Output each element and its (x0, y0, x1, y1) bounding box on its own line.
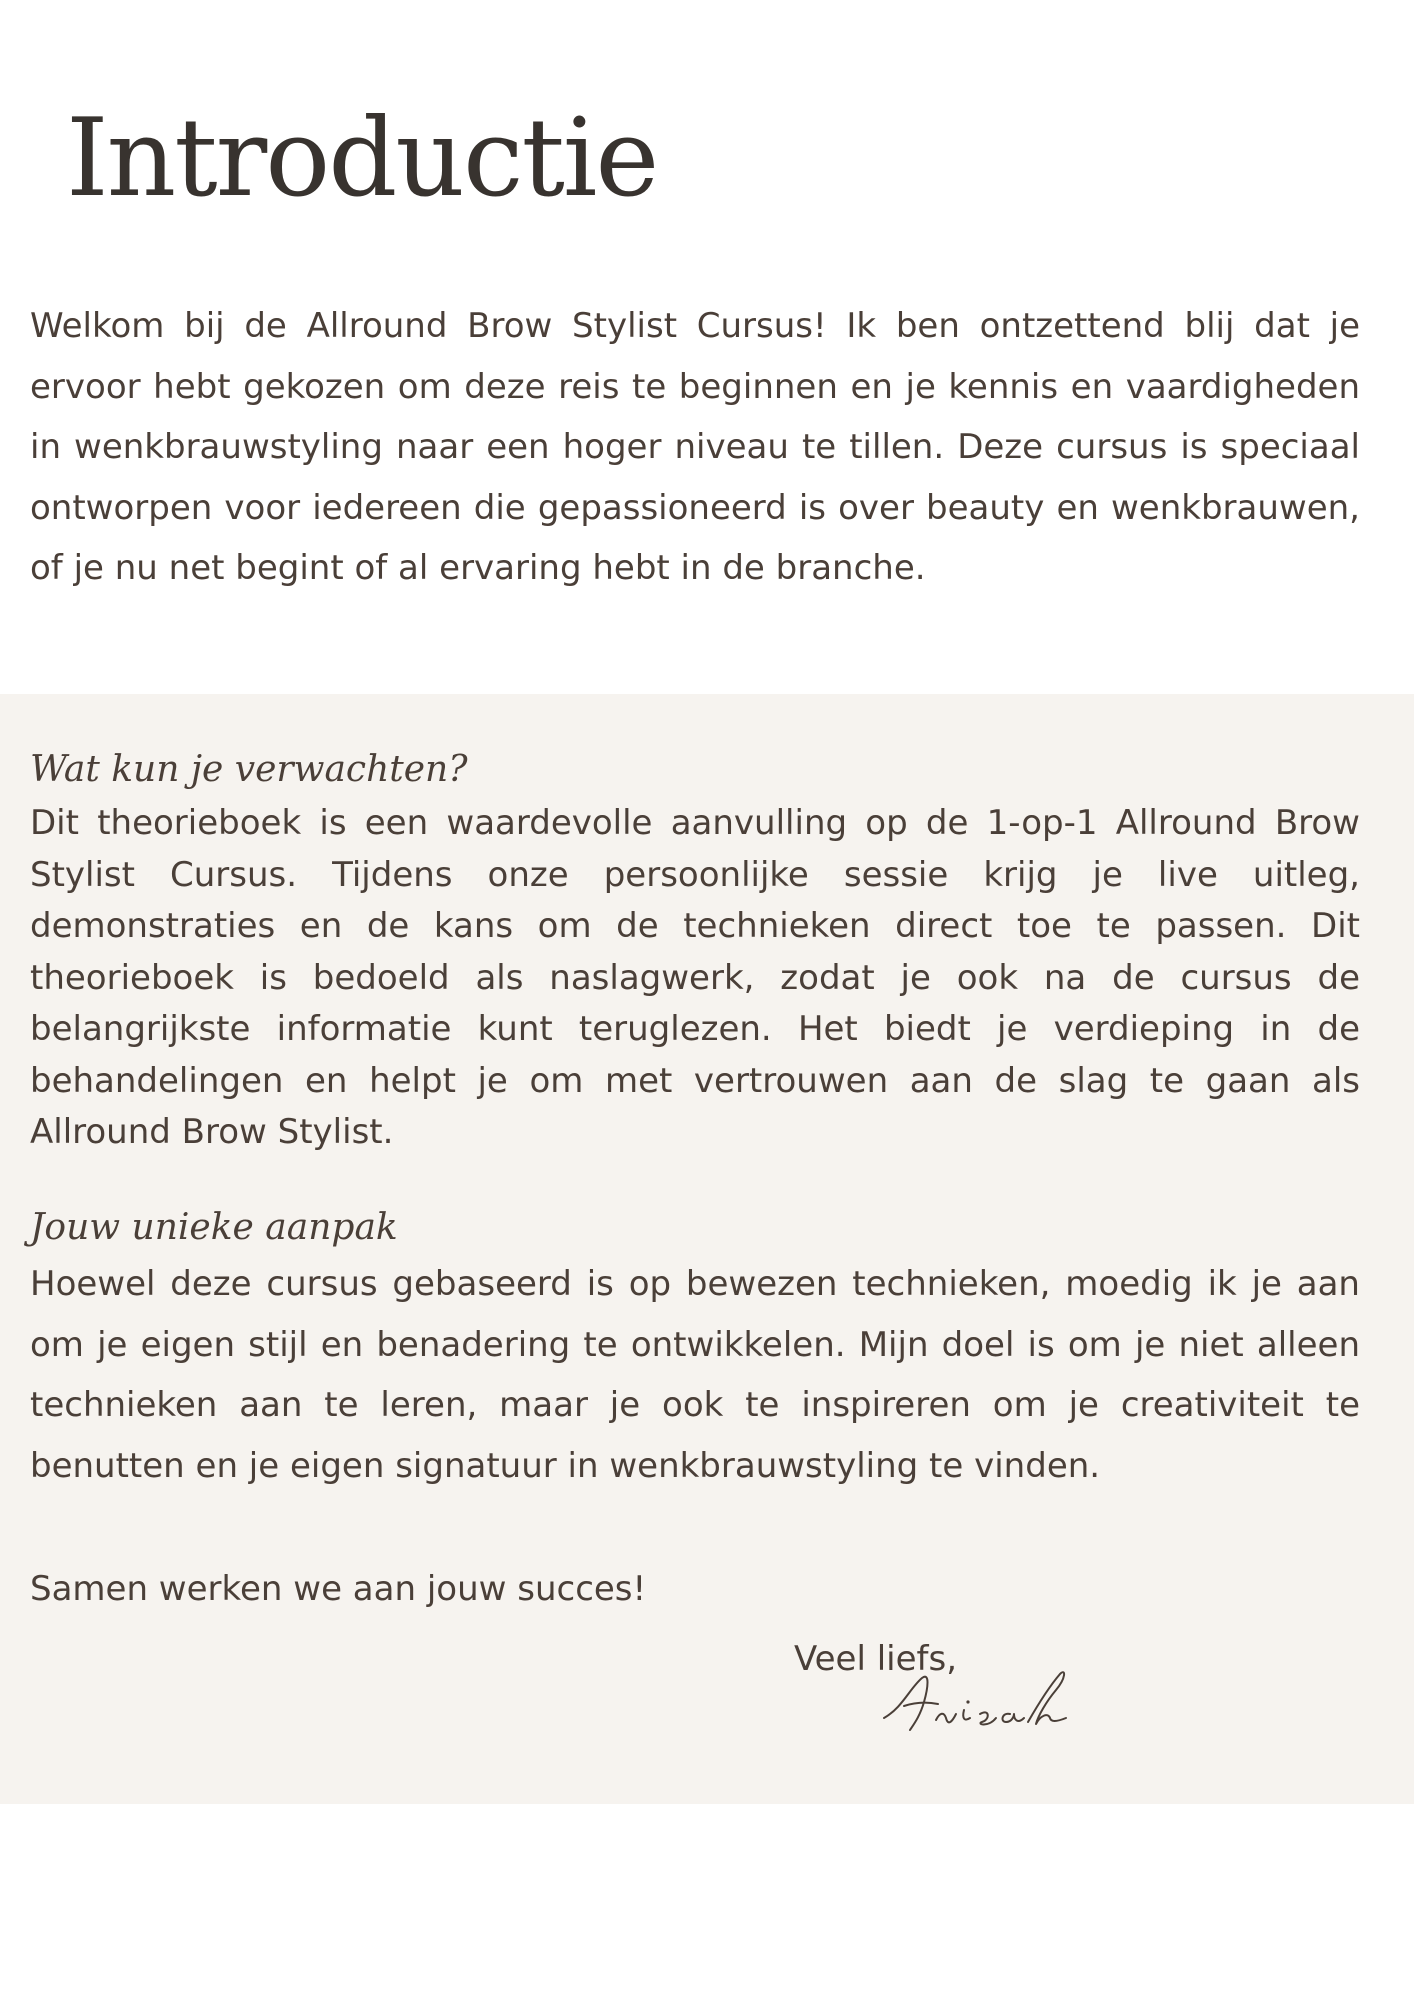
approach-paragraph: Hoewel deze cursus gebaseerd is op bewezen technieken, moedig ik je aan om je eigen stijl en benadering te ontwikkelen. Mijn doel is om je niet alleen technieken aan te leren, maar je ook te inspireren om je creativiteit te benutten en je eigen signatuur in wenkbrauwstyling te vinden. (30, 1264, 1360, 1486)
content-panel (0, 694, 1414, 1804)
closing-line: Samen werken we aan jouw succes! (30, 1569, 647, 1609)
intro-paragraph: Welkom bij de Allround Brow Stylist Cursus! Ik ben ontzettend blij dat je ervoor hebt gekozen om deze reis te beginnen en je kennis en vaardigheden in wenkbrauwstyling naar een hoger niveau te tillen. Deze cursus is speciaal ontworpen voor iedereen die gepassioneerd is over beauty en wenkbrauwen, of je nu net begint of al ervaring hebt in de branche. (30, 306, 1360, 588)
page-title: Introductie (66, 96, 658, 221)
signoff-line: Veel liefs, (794, 1639, 958, 1679)
signature-anisah (880, 1660, 1080, 1750)
expect-paragraph: Dit theorieboek is een waardevolle aanvulling op de 1-op-1 Allround Brow Stylist Cursus. Tijdens onze persoonlijke sessie krijg je live uitleg, demonstraties en de kans om de technieken direct toe te passen. Dit theorieboek is bedoeld als naslagwerk, zodat je ook na de cursus de belangrijkste informatie kunt teruglezen. Het biedt je verdieping in de behandelingen en helpt je om met vertrouwen aan de slag te gaan als Allround Brow Stylist. (30, 803, 1360, 1152)
expect-heading: Wat kun je verwachten? (30, 749, 468, 790)
approach-heading: Jouw unieke aanpak (30, 1207, 398, 1248)
